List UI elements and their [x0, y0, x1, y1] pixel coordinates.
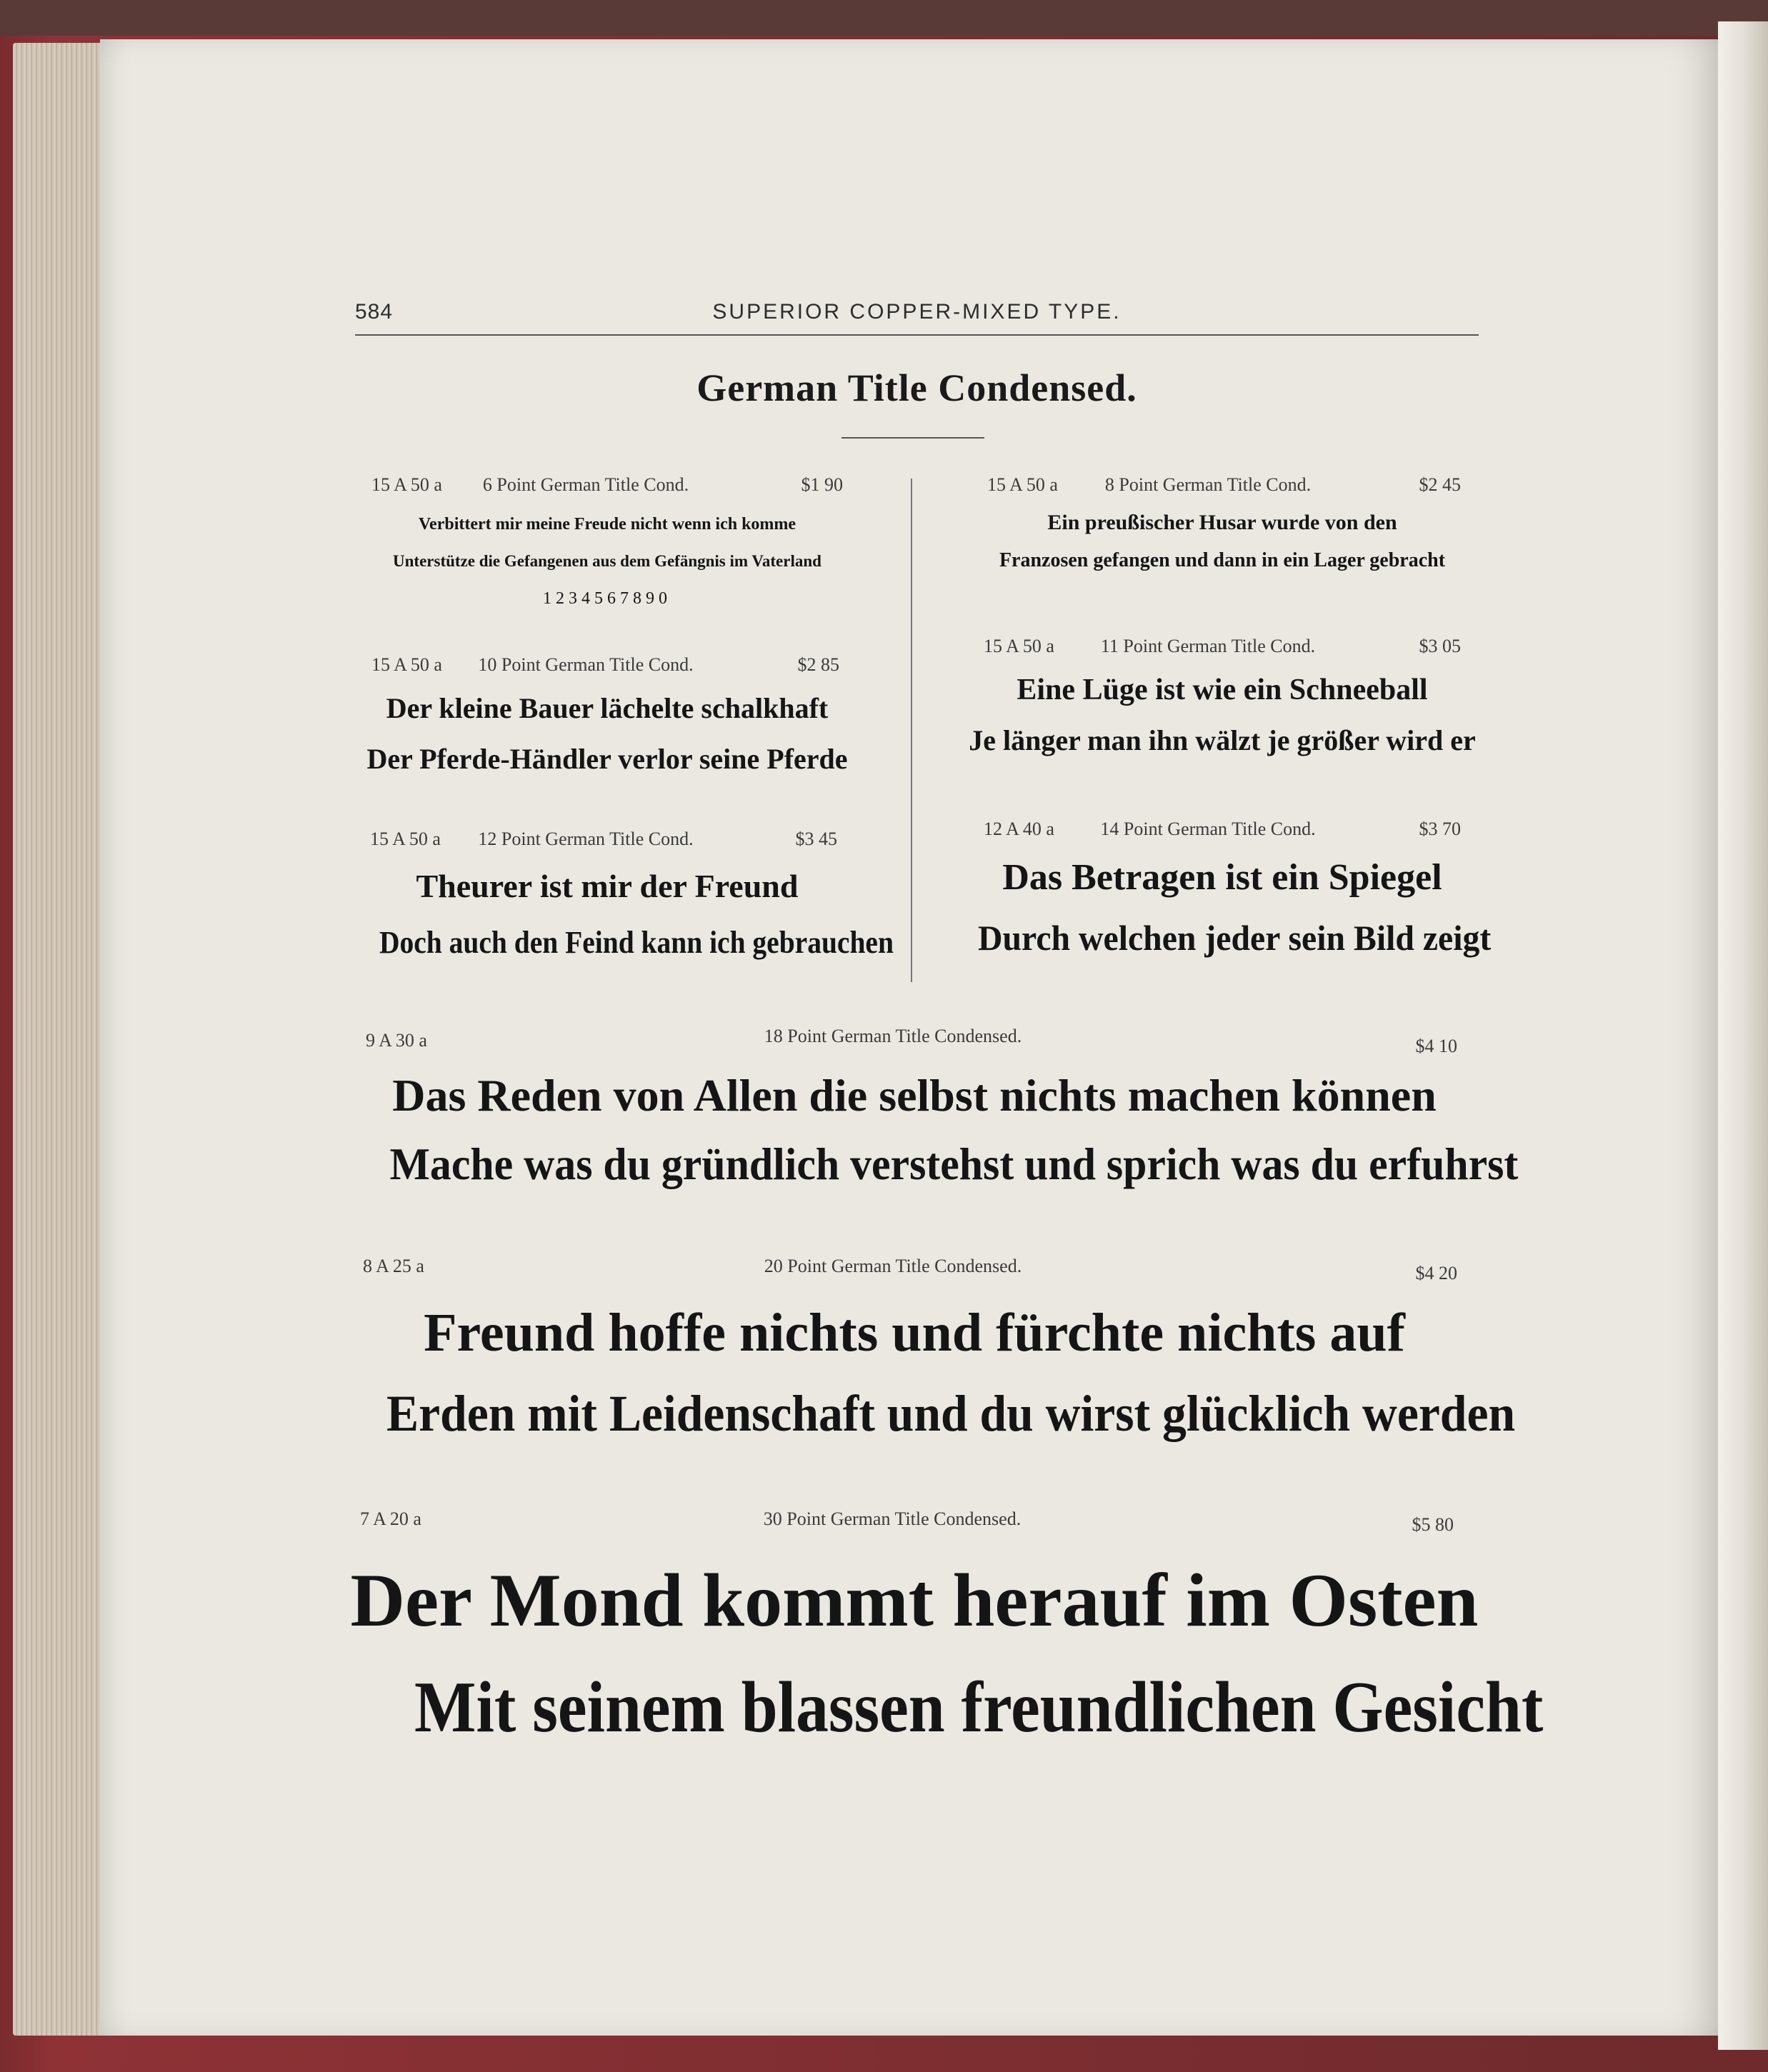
specimen-quantity: 15 A 50 a [371, 654, 442, 675]
specimen-font-name: 20 Point German Title Condensed. [764, 1256, 1022, 1276]
specimen-11pt [966, 636, 1479, 766]
specimen-font-name: 10 Point German Title Cond. [478, 654, 694, 675]
specimen-line: Verbittert mir meine Freude nicht wenn ich komme [418, 515, 796, 534]
specimen-price: $1 90 [801, 474, 843, 495]
specimen-price: $4 20 [1415, 1263, 1457, 1283]
specimen-line: Der Pferde-Händler verlor seine Pferde [366, 743, 848, 775]
specimen-quantity: 15 A 50 a [987, 474, 1058, 495]
specimen-line: Der Mond kommt herauf im Osten [350, 1558, 1479, 1642]
specimen-line: Freund hoffe nichts und fürchte nichts auf [424, 1303, 1405, 1363]
specimen-font-name: 18 Point German Title Condensed. [764, 1026, 1022, 1046]
specimen-quantity: 7 A 20 a [360, 1508, 421, 1529]
specimen-font-name: 30 Point German Title Condensed. [763, 1508, 1022, 1529]
specimen-line: Eine Lüge ist wie ein Schneeball [1017, 674, 1428, 706]
specimen-price: $3 70 [1419, 819, 1461, 839]
specimen-8pt [966, 474, 1479, 579]
specimen-line: Mache was du gründlich verstehst und sprich was du erfuhrst [389, 1138, 1519, 1189]
specimen-price: $3 05 [1419, 636, 1461, 656]
running-header [355, 299, 1479, 336]
specimen-quantity: 12 A 40 a [984, 819, 1054, 839]
specimen-quantity: 15 A 50 a [371, 474, 442, 495]
specimen-price: $2 85 [797, 654, 839, 675]
specimen-line: Je länger man ihn wälzt je größer wird er [969, 724, 1476, 756]
running-title: SUPERIOR COPPER-MIXED TYPE. [712, 300, 1122, 324]
specimen-line: Mit seinem blassen freundlichen Gesicht [414, 1667, 1544, 1748]
specimen-line: Das Betragen ist ein Spiegel [1002, 857, 1442, 898]
specimen-line: Franzosen gefangen und dann in ein Lager gebracht [999, 549, 1446, 571]
specimen-quantity: 9 A 30 a [366, 1030, 427, 1051]
section-title: German Title Condensed. [696, 366, 1137, 409]
specimen-line: Das Reden von Allen die selbst nichts machen können [392, 1070, 1437, 1121]
specimen-30pt [350, 1508, 1544, 1761]
title-rule [841, 437, 984, 439]
specimen-font-name: 11 Point German Title Cond. [1100, 636, 1316, 656]
page-edges [13, 43, 106, 2036]
specimen-20pt [350, 1256, 1516, 1453]
column-divider [911, 479, 912, 982]
facing-page-edge [1718, 21, 1768, 2050]
specimen-line: Ein preußischer Husar wurde von den [1047, 511, 1397, 534]
specimen-price: $5 80 [1412, 1514, 1454, 1535]
specimen-14pt [966, 819, 1492, 967]
specimen-font-name: 6 Point German Title Cond. [482, 474, 689, 495]
specimen-line: Doch auch den Feind kann ich gebrauchen [379, 925, 894, 960]
specimen-12pt [350, 829, 894, 970]
specimen-price: $3 45 [795, 829, 837, 849]
specimen-line: 1234567890 [543, 589, 671, 608]
specimen-quantity: 15 A 50 a [984, 636, 1054, 656]
specimen-price: $2 45 [1419, 474, 1461, 495]
specimen-line: Theurer ist mir der Freund [416, 868, 799, 904]
specimen-line: Unterstütze die Gefangenen aus dem Gefängnis im Vaterland [393, 552, 821, 570]
specimen-10pt [350, 654, 864, 784]
specimen-quantity: 8 A 25 a [363, 1256, 424, 1276]
specimen-font-name: 8 Point German Title Cond. [1104, 474, 1312, 495]
specimen-18pt [350, 1026, 1519, 1198]
specimen-price: $4 10 [1415, 1036, 1457, 1056]
page-number: 584 [355, 300, 394, 324]
specimen-font-name: 12 Point German Title Cond. [478, 829, 694, 849]
specimen-line: Der kleine Bauer lächelte schalkhaft [386, 692, 829, 724]
specimen-6pt [350, 474, 864, 617]
specimen-quantity: 15 A 50 a [370, 829, 441, 849]
specimen-line: Durch welchen jeder sein Bild zeigt [978, 918, 1492, 958]
specimen-line: Erden mit Leidenschaft und du wirst glücklich werden [386, 1385, 1516, 1442]
specimen-font-name: 14 Point German Title Cond. [1100, 819, 1316, 839]
